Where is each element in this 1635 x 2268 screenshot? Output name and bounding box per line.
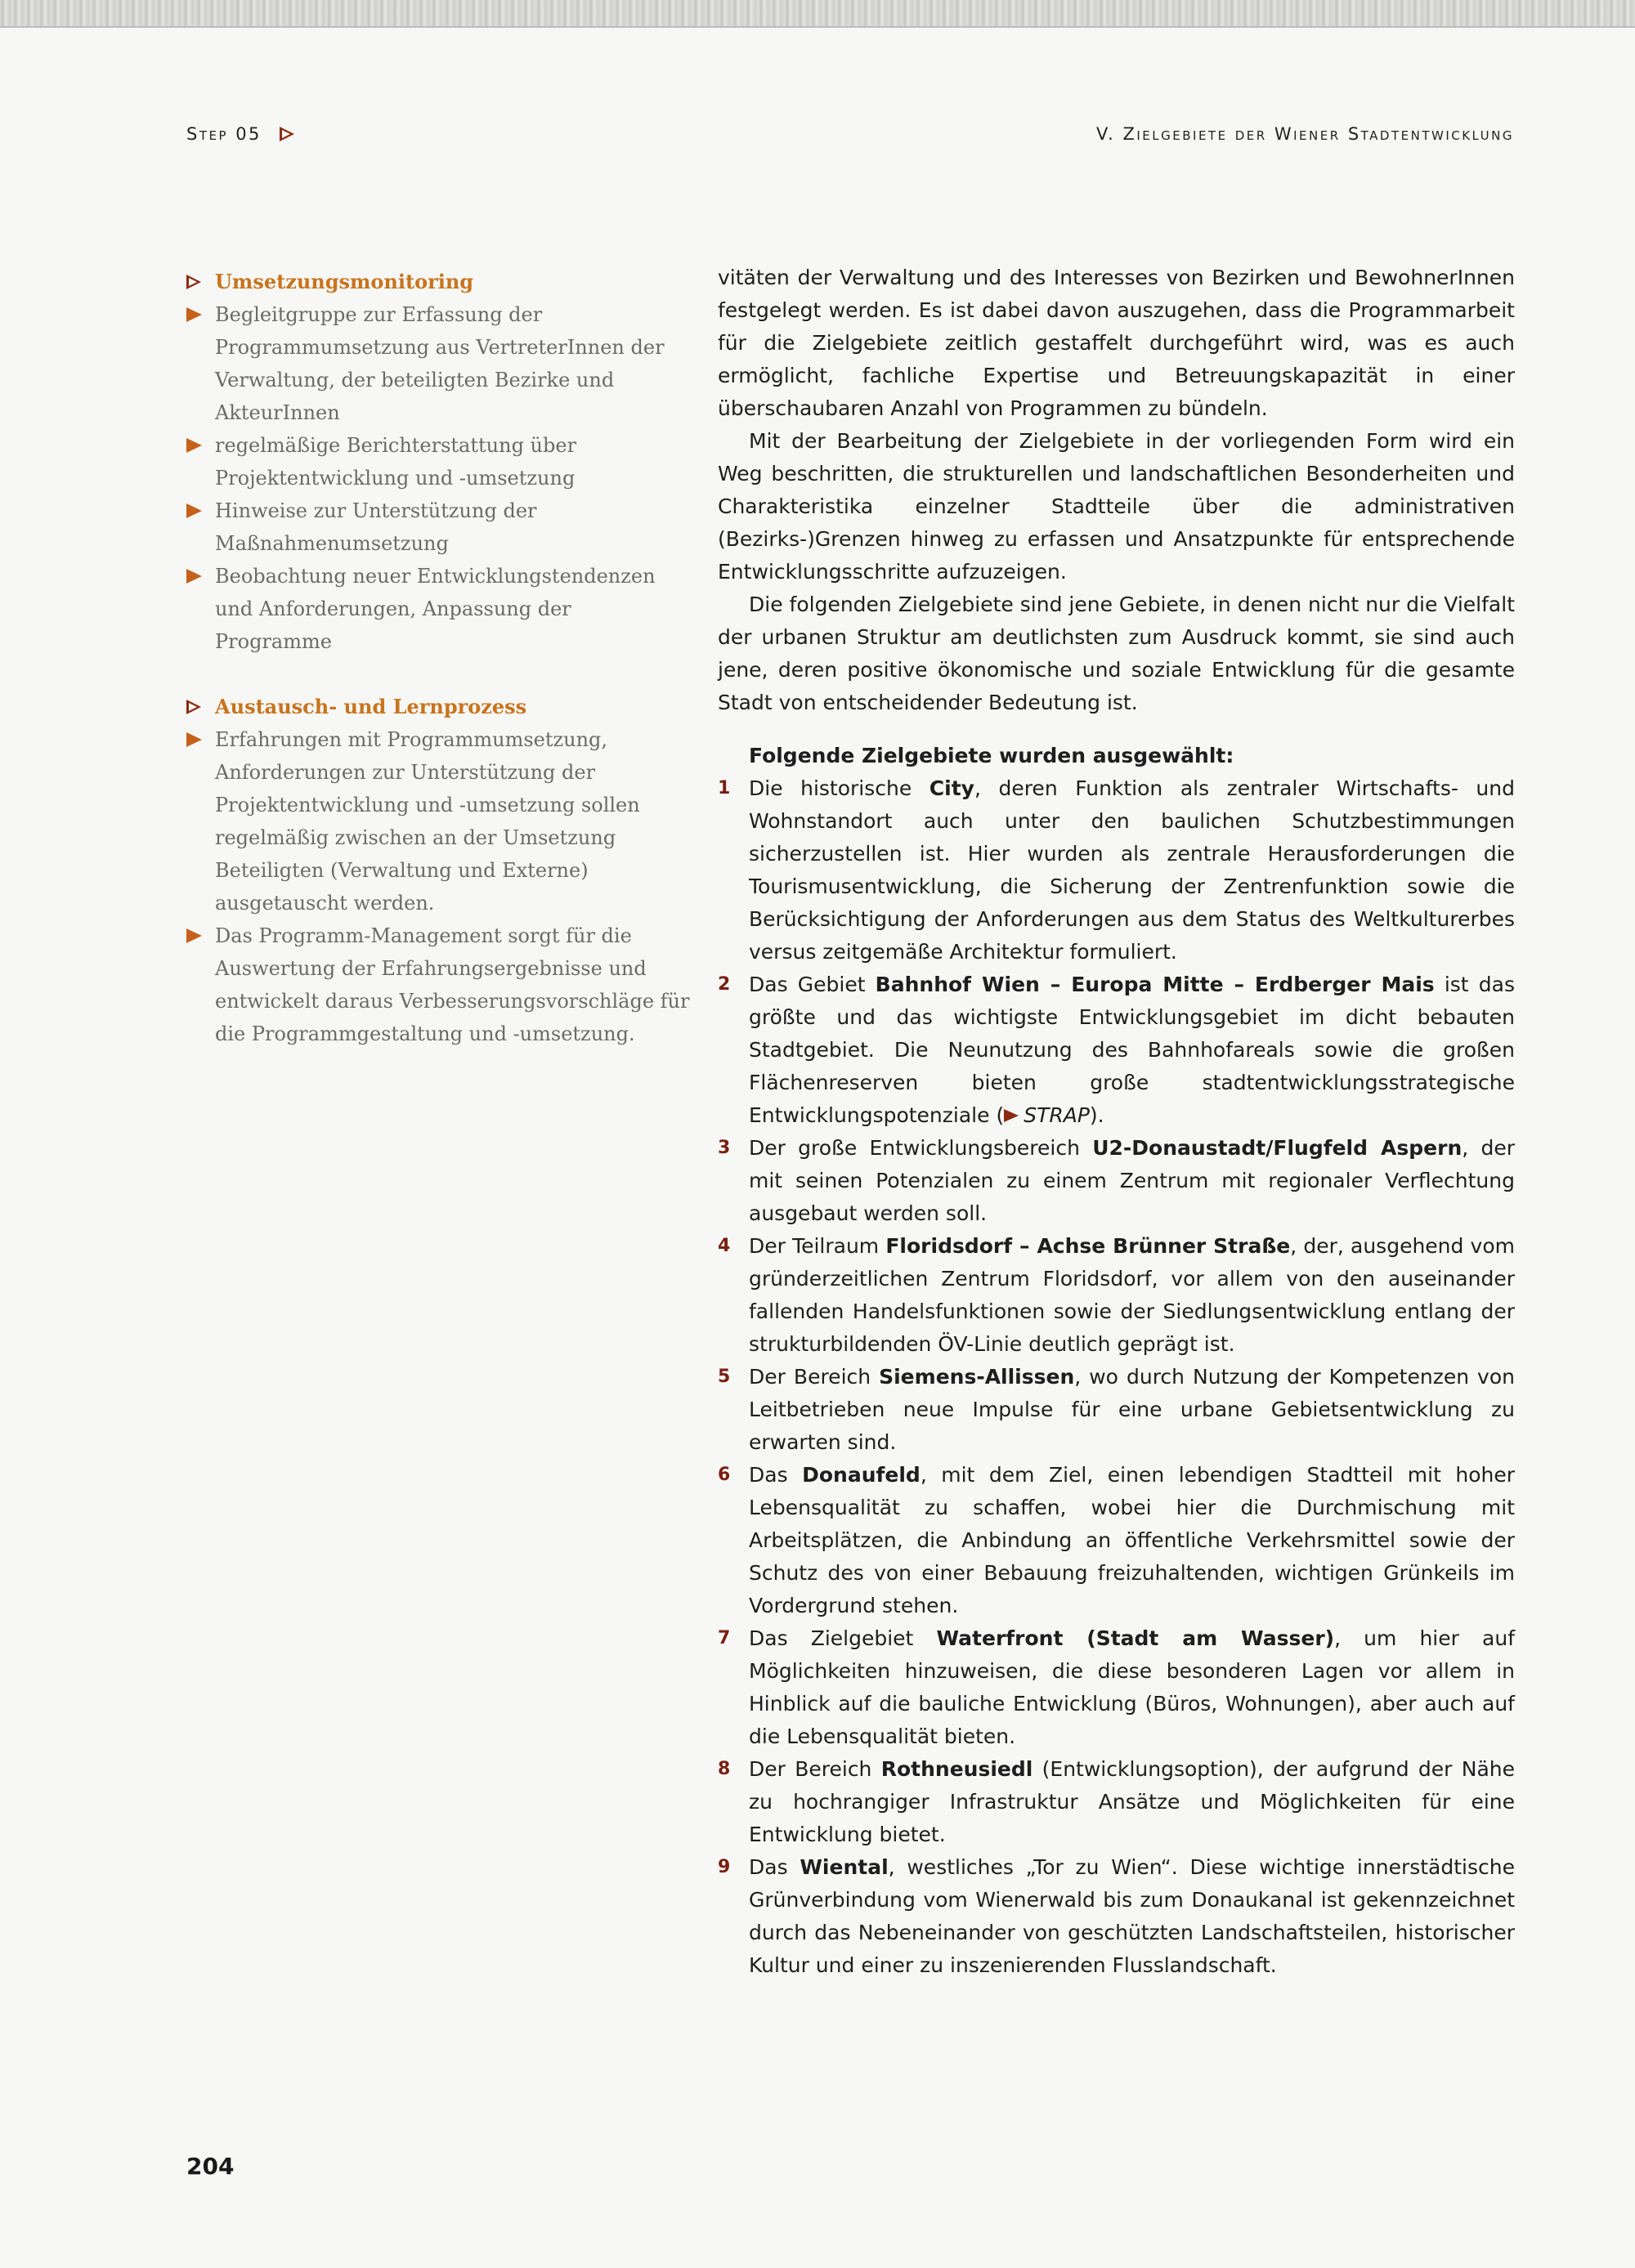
bullet-text: Das Programm-Management sorgt für die Auswertung der Erfahrungsergebnisse und entwickelt daraus Verbesserungsvorschläge für die Programmgestaltung und -umsetzung. <box>215 924 690 1045</box>
list-item <box>718 1851 1515 1982</box>
list-item <box>718 1459 1515 1622</box>
section-monitoring <box>186 266 693 658</box>
item-number: 9 <box>718 1857 731 1877</box>
bullet-text: Erfahrungen mit Programmumsetzung, Anforderungen zur Unterstützung der Projektentwicklung und -umsetzung sollen regelmäßig zwischen an der Umsetzung Beteiligten (Verwaltung und Externe) ausgetauscht werden. <box>215 728 640 915</box>
item-text <box>749 1230 1515 1361</box>
chapter-title: V. Zielgebiete der Wiener Stadtentwicklung <box>1095 124 1514 144</box>
section-title: Umsetzungsmonitoring <box>215 270 474 293</box>
strap-label: STRAP <box>1024 1103 1090 1127</box>
item-pre: Der Teilraum <box>749 1234 886 1258</box>
body-paragraph: Die folgenden Zielgebiete sind jene Gebiete, in denen nicht nur die Vielfalt der urbanen Struktur am deutlichsten zum Ausdruck kommt, sie sind auch jene, deren positive ökonomische und soziale Entwicklung für die gesamte Stadt von entscheidender Bedeutung ist. <box>718 593 1515 714</box>
area-name: Floridsdorf – Achse Brünner Straße <box>885 1234 1291 1258</box>
bullet-text: Hinweise zur Unterstützung der Maßnahmenumsetzung <box>215 499 537 555</box>
item-number: 4 <box>718 1236 731 1256</box>
bullet-item <box>186 298 693 429</box>
area-name: City <box>929 776 974 800</box>
area-name: U2-Donaustadt/Flugfeld Aspern <box>1092 1136 1463 1160</box>
item-number: 5 <box>718 1367 731 1387</box>
section-title: Austausch- und Lernprozess <box>215 695 527 718</box>
body-paragraph: Mit der Bearbeitung der Zielgebiete in der vorliegenden Form wird ein Weg beschritten, die strukturellen und landschaftlichen Besonderheiten und Charakteristika einzelner Stadtteile über die administrativen (Bezirks-)Grenzen hinweg zu erfassen und Ansatzpunkte für entsprechende Entwicklungsschritte aufzuzeigen. <box>718 429 1515 584</box>
bullet-arrow-icon <box>186 928 202 943</box>
list-item <box>718 1622 1515 1753</box>
item-number: 8 <box>718 1759 731 1779</box>
item-pre: Der Bereich <box>749 1757 881 1781</box>
list-item <box>718 772 1515 968</box>
heading-arrow-icon <box>186 275 201 289</box>
item-number: 1 <box>718 778 731 798</box>
area-name: Wiental <box>800 1855 889 1879</box>
item-text <box>749 1622 1515 1753</box>
right-column <box>718 262 1515 1982</box>
item-post: , wo durch Nutzung der Kompetenzen von Leitbetrieben neue Impulse für eine urbane Gebietsentwicklung zu erwarten sind. <box>749 1365 1515 1454</box>
bullet-arrow-icon <box>186 732 202 747</box>
item-text <box>749 1361 1515 1459</box>
list-item <box>718 1132 1515 1230</box>
item-pre: Der große Entwicklungsbereich <box>749 1136 1093 1160</box>
item-text <box>749 1851 1515 1982</box>
item-text <box>749 1132 1515 1230</box>
area-name: Rothneusiedl <box>880 1757 1033 1781</box>
bullet-item <box>186 494 693 560</box>
item-pre: Die historische <box>749 776 929 800</box>
list-heading: Folgende Zielgebiete wurden ausgewählt: <box>749 744 1234 767</box>
item-pre: Das Gebiet <box>749 973 876 996</box>
area-name: Siemens-Allissen <box>879 1365 1075 1389</box>
bullet-arrow-icon <box>186 569 202 584</box>
bullet-arrow-icon <box>186 503 202 518</box>
bullet-item <box>186 560 693 658</box>
item-post: ist das größte und das wichtigste Entwicklungsgebiet im dicht bebauten Stadtgebiet. Die Neunutzung des Bahnhofareals sowie die großen Flächenreserven bieten große stadtentwicklungsstrategische Entwicklungspotenziale ( <box>749 973 1515 1127</box>
item-text <box>749 772 1515 968</box>
step-arrow-icon <box>280 127 294 141</box>
item-number: 2 <box>718 974 731 995</box>
area-name: Waterfront (Stadt am Wasser) <box>936 1626 1335 1650</box>
item-text <box>749 968 1515 1132</box>
item-number: 7 <box>718 1628 731 1648</box>
body-paragraph: vitäten der Verwaltung und des Interesses von Bezirken und BewohnerInnen festgelegt werden. Es ist dabei davon auszugehen, dass die Programmarbeit für die Zielgebiete zeitlich gestaffelt durchgeführt wird, was es auch ermöglicht, fachliche Expertise und Betreuungskapazität in einer überschaubaren Anzahl von Programmen zu bündeln. <box>718 266 1515 420</box>
section-heading <box>186 691 693 723</box>
bullet-item <box>186 429 693 494</box>
item-number: 6 <box>718 1465 731 1485</box>
item-post: , um hier auf Möglichkeiten hinzuweisen, die diese besonderen Lagen vor allem in Hinblick auf die bauliche Entwicklung (Büros, Wohnungen), aber auch auf die Lebensqualität bieten. <box>749 1626 1515 1748</box>
bullet-item <box>186 919 693 1050</box>
item-post-end: ). <box>1089 1103 1104 1127</box>
running-header-left <box>186 124 294 144</box>
step-label: Step 05 <box>186 124 262 144</box>
bullet-item <box>186 723 693 919</box>
strap-reference[interactable] <box>1004 1099 1090 1132</box>
section-exchange <box>186 691 693 1050</box>
item-post: , mit dem Ziel, einen lebendigen Stadtteil mit hoher Lebensqualität zu schaffen, wobei hier die Durchmischung mit Arbeitsplätzen, die Anbindung an öffentliche Verkehrsmittel sowie der Schutz des von einer Bebauung freizuhaltenden, wichtigen Grünkeils im Vordergrund stehen. <box>749 1463 1516 1617</box>
list-item <box>718 1230 1515 1361</box>
heading-arrow-icon <box>186 700 201 714</box>
left-column <box>186 266 693 1083</box>
list-item <box>718 1361 1515 1459</box>
area-name: Bahnhof Wien – Europa Mitte – Erdberger Mais <box>875 973 1435 996</box>
bullet-arrow-icon <box>186 438 202 453</box>
bullet-text: Begleitgruppe zur Erfassung der Programmumsetzung aus VertreterInnen der Verwaltung, der beteiligten Bezirke und AkteurInnen <box>215 303 665 424</box>
item-text <box>749 1459 1515 1622</box>
list-item <box>718 1753 1515 1851</box>
list-item <box>718 968 1515 1132</box>
area-name: Donaufeld <box>802 1463 921 1487</box>
item-pre: Der Bereich <box>749 1365 880 1389</box>
item-pre: Das <box>749 1855 800 1879</box>
item-pre: Das Zielgebiet <box>749 1626 937 1650</box>
item-post: , westliches „Tor zu Wien“. Diese wichtige innerstädtische Grünverbindung vom Wienerwald bis zum Donaukanal ist gekennzeichnet durch das Nebeneinander von geschützten Landschaftsteilen, historischer Kultur und einer zu inszenierenden Flusslandschaft. <box>749 1855 1515 1977</box>
item-post: , der, ausgehend vom gründerzeitlichen Zentrum Floridsdorf, vor allem von den auseinander fallenden Handelsfunktionen sowie der Siedlungsentwicklung entlang der strukturbildenden ÖV-Linie deutlich geprägt ist. <box>749 1234 1516 1356</box>
item-post: , deren Funktion als zentraler Wirtschafts- und Wohnstandort auch unter den baulichen Schutzbestimmungen sicherzustellen ist. Hier wurden als zentrale Herausforderungen die Tourismusentwicklung, die Sicherung der Zentrenfunktion sowie die Berücksichtigung der Anforderungen aus dem Status des Weltkulturerbes versus zeitgemäße Architektur formuliert. <box>749 776 1515 964</box>
item-post: (Entwicklungsoption), der aufgrund der Nähe zu hochrangiger Infrastruktur Ansätze und Möglichkeiten für eine Entwicklung bietet. <box>749 1757 1515 1846</box>
bullet-arrow-icon <box>186 307 202 322</box>
item-number: 3 <box>718 1138 731 1158</box>
reference-arrow-icon <box>1004 1109 1019 1122</box>
bullet-text: regelmäßige Berichterstattung über Projektentwicklung und -umsetzung <box>215 434 577 490</box>
item-pre: Das <box>749 1463 803 1487</box>
scan-edge <box>0 0 1635 28</box>
item-text <box>749 1753 1515 1851</box>
bullet-text: Beobachtung neuer Entwicklungstendenzen und Anforderungen, Anpassung der Programme <box>215 565 656 653</box>
page-number: 204 <box>186 2153 235 2180</box>
section-heading <box>186 266 693 298</box>
item-post: , der mit seinen Potenzialen zu einem Zentrum mit regionaler Verflechtung ausgebaut werden soll. <box>749 1136 1515 1225</box>
